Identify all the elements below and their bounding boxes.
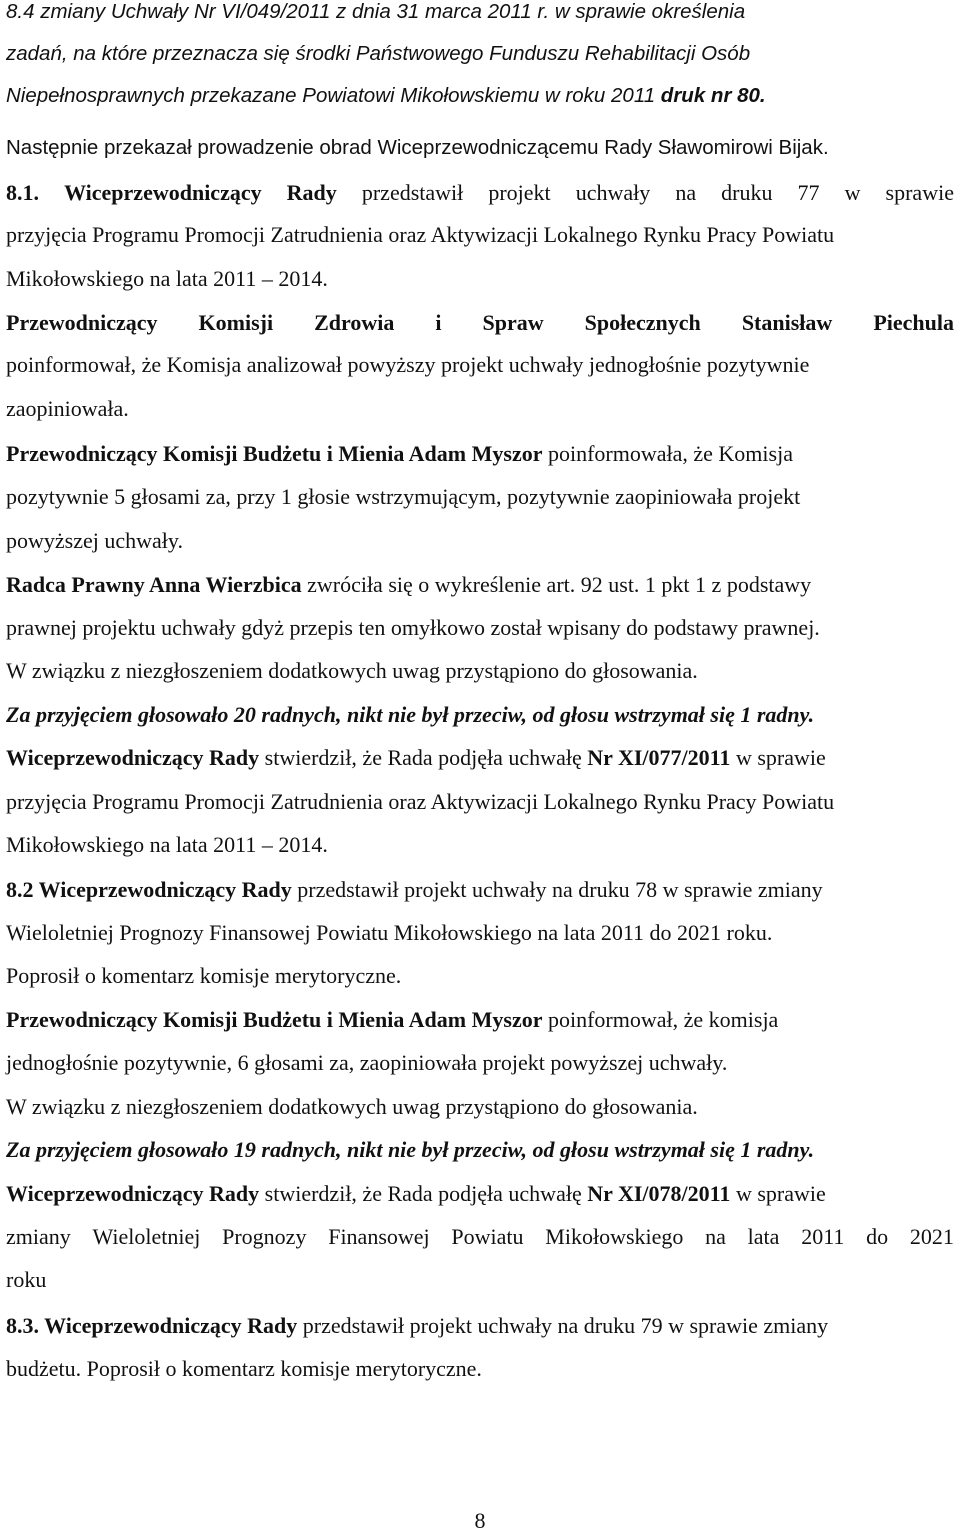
text-segment: Piechula	[873, 310, 954, 335]
text-line	[6, 963, 954, 989]
text-segment: na	[705, 1224, 726, 1249]
text-segment: powyższej uchwały.	[6, 528, 183, 553]
text-segment: Przewodniczący	[6, 310, 158, 335]
text-segment: w sprawie	[730, 1181, 826, 1206]
text-segment: budżetu. Poprosił o komentarz komisje merytoryczne.	[6, 1356, 482, 1381]
text-segment: Społecznych	[584, 310, 701, 335]
text-line	[6, 877, 954, 903]
text-segment: Nr XI/078/2011	[587, 1181, 731, 1206]
text-segment: 2021	[909, 1224, 954, 1249]
text-line	[6, 1007, 954, 1033]
text-segment: Nr XI/077/2011	[587, 745, 731, 770]
text-line	[6, 396, 954, 422]
text-segment: Wiceprzewodniczący Rady	[6, 745, 260, 770]
text-segment: na	[675, 180, 697, 205]
text-segment: druk nr 80.	[660, 84, 766, 107]
text-segment: Przewodniczący Komisji Budżetu i Mienia Adam Myszor	[6, 441, 543, 466]
text-line	[6, 572, 954, 598]
text-segment: przyjęcia Programu Promocji Zatrudnienia oraz Aktywizacji Lokalnego Rynku Pracy Powiatu	[6, 222, 835, 247]
text-segment: stwierdził, że Rada podjęła uchwałę	[259, 1181, 588, 1206]
text-segment: i	[435, 310, 442, 335]
text-line	[6, 1094, 954, 1120]
text-segment: w	[844, 180, 861, 205]
text-line	[6, 920, 954, 946]
text-segment: Mikołowskiego na lata 2011 – 2014.	[6, 832, 328, 857]
text-segment: stwierdził, że Rada podjęła uchwałę	[259, 745, 588, 770]
text-segment: zaopiniowała.	[6, 396, 129, 421]
text-line	[6, 658, 954, 684]
text-segment: Zdrowia	[314, 310, 395, 335]
text-line	[6, 441, 954, 467]
text-segment: 8.4 zmiany Uchwały Nr VI/049/2011 z dnia 31 marca 2011 r. w sprawie określenia	[6, 0, 746, 23]
text-line	[6, 745, 954, 771]
text-line	[6, 528, 954, 554]
text-segment: 77	[797, 180, 820, 205]
text-segment: Rady	[286, 180, 337, 205]
text-segment: przedstawił projekt uchwały na druku 78 w sprawie zmiany	[291, 877, 823, 902]
text-segment: Za przyjęciem głosowało 20 radnych, nikt nie był przeciw, od głosu wstrzymał się 1 radny.	[6, 702, 815, 727]
text-line	[6, 266, 954, 292]
text-segment: Prognozy	[222, 1224, 307, 1249]
text-segment: projekt	[488, 180, 551, 205]
text-segment: Powiatu	[451, 1224, 524, 1249]
text-segment: 2011	[801, 1224, 845, 1249]
text-segment: Spraw	[482, 310, 544, 335]
text-segment: przyjęcia Programu Promocji Zatrudnienia oraz Aktywizacji Lokalnego Rynku Pracy Powiatu	[6, 789, 835, 814]
text-segment: poinformowała, że Komisja	[542, 441, 793, 466]
text-line	[6, 1356, 954, 1382]
text-segment: Komisji	[198, 310, 274, 335]
text-line	[6, 222, 954, 248]
text-line	[6, 615, 954, 641]
text-segment: lata	[747, 1224, 780, 1249]
text-segment: pozytywnie 5 głosami za, przy 1 głosie wstrzymującym, pozytywnie zaopiniowała projekt	[6, 484, 801, 509]
text-segment: Wieloletniej Prognozy Finansowej Powiatu Mikołowskiego na lata 2011 do 2021 roku.	[6, 920, 773, 945]
text-segment: Następnie przekazał prowadzenie obrad Wiceprzewodniczącemu Rady Sławomirowi Bijak.	[6, 136, 829, 159]
text-segment: prawnej projektu uchwały gdyż przepis ten omyłkowo został wpisany do podstawy prawnej.	[6, 615, 820, 640]
text-segment: jednogłośnie pozytywnie, 6 głosami za, zaopiniowała projekt powyższej uchwały.	[6, 1050, 728, 1075]
text-line	[6, 136, 954, 160]
text-line	[6, 789, 954, 815]
text-line	[6, 310, 954, 336]
text-line	[6, 1181, 954, 1207]
text-segment: Stanisław	[741, 310, 833, 335]
text-segment: zwróciła się o wykreślenie art. 92 ust. 1 pkt 1 z podstawy	[301, 572, 812, 597]
text-line	[6, 180, 954, 206]
text-segment: Przewodniczący Komisji Budżetu i Mienia Adam Myszor	[6, 1007, 543, 1032]
text-segment: sprawie	[885, 180, 954, 205]
text-segment: druku	[721, 180, 773, 205]
text-segment: Wiceprzewodniczący	[64, 180, 262, 205]
text-segment: do	[866, 1224, 889, 1249]
text-line	[6, 1313, 954, 1339]
text-line	[6, 84, 954, 108]
text-segment: 8.3. Wiceprzewodniczący Rady	[6, 1313, 298, 1338]
text-segment: przedstawił projekt uchwały na druku 79 w sprawie zmiany	[297, 1313, 829, 1338]
text-segment: uchwały	[575, 180, 651, 205]
text-segment: roku	[6, 1267, 47, 1292]
text-segment: Wiceprzewodniczący Rady	[6, 1181, 260, 1206]
text-segment: Radca Prawny Anna Wierzbica	[6, 572, 302, 597]
text-segment: Niepełnosprawnych przekazane Powiatowi Mikołowskiemu w roku 2011	[6, 84, 661, 107]
text-segment: w sprawie	[730, 745, 826, 770]
text-segment: zmiany	[6, 1224, 71, 1249]
text-line	[6, 1050, 954, 1076]
text-segment: Finansowej	[328, 1224, 430, 1249]
text-line	[6, 0, 954, 24]
text-line	[6, 1267, 954, 1293]
text-segment: Poprosił o komentarz komisje merytoryczne.	[6, 963, 402, 988]
text-segment: Wieloletniej	[92, 1224, 201, 1249]
text-line	[6, 484, 954, 510]
text-line	[6, 832, 954, 858]
text-segment: poinformował, że Komisja analizował powyższy projekt uchwały jednogłośnie pozytywnie	[6, 352, 810, 377]
text-line	[6, 352, 954, 378]
text-segment: poinformował, że komisja	[542, 1007, 779, 1032]
text-segment: 8.2 Wiceprzewodniczący Rady	[6, 877, 292, 902]
text-segment: zadań, na które przeznacza się środki Państwowego Funduszu Rehabilitacji Osób	[6, 42, 751, 65]
text-line	[6, 1224, 954, 1250]
text-segment: Za przyjęciem głosowało 19 radnych, nikt nie był przeciw, od głosu wstrzymał się 1 radny.	[6, 1137, 815, 1162]
text-segment: przedstawił	[361, 180, 464, 205]
text-segment: Mikołowskiego na lata 2011 – 2014.	[6, 266, 328, 291]
text-segment: 8.1.	[6, 180, 39, 205]
text-line	[6, 42, 954, 66]
text-line	[6, 702, 954, 728]
page-number: 8	[474, 1508, 486, 1533]
text-segment: Mikołowskiego	[545, 1224, 684, 1249]
text-segment: W związku z niezgłoszeniem dodatkowych uwag przystąpiono do głosowania.	[6, 658, 698, 683]
text-line	[6, 1137, 954, 1163]
text-segment: W związku z niezgłoszeniem dodatkowych uwag przystąpiono do głosowania.	[6, 1094, 698, 1119]
